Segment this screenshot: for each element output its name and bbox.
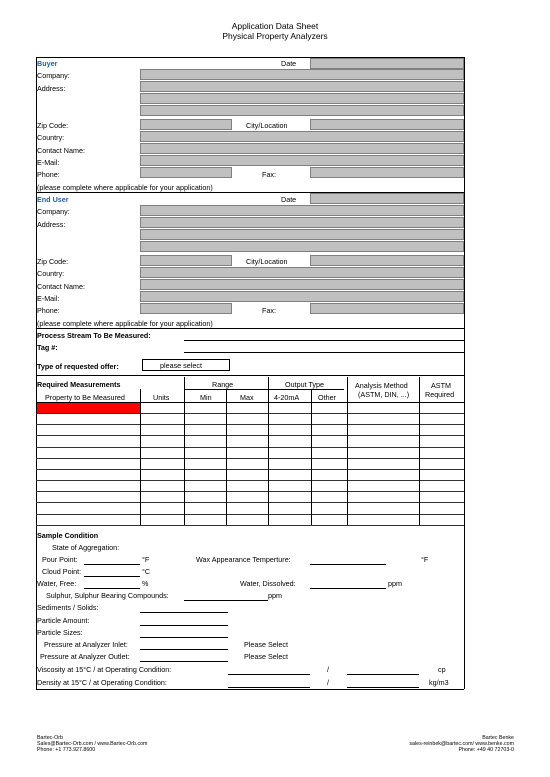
wax-appearance-field[interactable]: [310, 564, 386, 565]
enduser-fax-label: Fax:: [262, 306, 276, 315]
buyer-note: (please complete where applicable for your application): [37, 183, 213, 192]
range-header: Range: [212, 380, 234, 389]
sediments-field[interactable]: [140, 612, 228, 613]
sulphur-unit: ppm: [268, 591, 282, 600]
buyer-date-field[interactable]: [310, 58, 464, 69]
buyer-phone-field[interactable]: [140, 167, 232, 178]
buyer-section-label: Buyer: [37, 59, 58, 68]
astm-header-1: ASTM: [431, 381, 451, 390]
pressure-inlet-select[interactable]: Please Select: [244, 640, 288, 649]
table-row-line: [36, 502, 464, 503]
particle-amount-label: Particle Amount:: [37, 616, 90, 625]
enduser-city-field[interactable]: [310, 255, 464, 266]
pressure-outlet-select[interactable]: Please Select: [244, 652, 288, 661]
table-row-line: [36, 458, 464, 459]
form-bottom-border: [36, 689, 464, 690]
offer-type-label: Type of requested offer:: [37, 362, 119, 371]
enduser-section-label: End User: [37, 195, 69, 204]
enduser-company-field[interactable]: [140, 205, 464, 216]
water-dissolved-label: Water, Dissolved:: [240, 579, 296, 588]
col-divider-max: [226, 389, 227, 525]
measurements-title: Required Measurements: [37, 380, 121, 389]
col-divider-astm: [419, 377, 420, 525]
enduser-zip-label: Zip Code:: [37, 257, 69, 266]
buyer-date-label: Date: [281, 59, 297, 68]
buyer-fax-label: Fax:: [262, 170, 276, 179]
buyer-address-field-3[interactable]: [140, 105, 464, 116]
buyer-country-label: Country:: [37, 133, 65, 142]
table-row-line: [36, 435, 464, 436]
density-field-operating[interactable]: [347, 687, 419, 688]
buyer-phone-label: Phone:: [37, 170, 60, 179]
buyer-address-field-2[interactable]: [140, 93, 464, 104]
offer-type-select[interactable]: [142, 359, 230, 371]
viscosity-unit: cp: [438, 665, 446, 674]
wax-appearance-unit: °F: [421, 555, 429, 564]
page-title: Application Data Sheet: [231, 21, 319, 31]
col-divider-ma: [268, 377, 269, 525]
property-header: Property to Be Measured: [45, 393, 125, 402]
density-label: Density at 15°C / at Operating Condition:: [37, 678, 167, 687]
page-subtitle: Physical Property Analyzers: [222, 31, 328, 41]
enduser-date-label: Date: [281, 195, 297, 204]
enduser-address-label: Address:: [37, 220, 66, 229]
buyer-company-label: Company:: [37, 71, 70, 80]
pressure-outlet-label: Pressure at Analyzer Outlet:: [40, 652, 130, 661]
table-row-line: [36, 447, 464, 448]
footer-left-contact[interactable]: Sales@Bartec-Orb.com / www.Bartec-Orb.com: [37, 741, 148, 747]
offer-type-value: please select: [160, 361, 202, 370]
process-stream-label: Process Stream To Be Measured:: [37, 331, 151, 340]
water-free-unit: %: [142, 579, 149, 588]
viscosity-field-15c[interactable]: [228, 674, 310, 675]
enduser-note: (please complete where applicable for your application): [37, 319, 213, 328]
astm-header-2: Required: [425, 390, 455, 399]
enduser-phone-label: Phone:: [37, 306, 60, 315]
buyer-email-field[interactable]: [140, 155, 464, 166]
state-aggregation-label: State of Aggregation:: [52, 543, 120, 552]
density-unit: kg/m3: [429, 678, 449, 687]
analysis-method-header-1: Analysis Method: [355, 381, 408, 390]
footer-left-name: Bartec-Orb: [37, 735, 63, 741]
pressure-inlet-field[interactable]: [140, 649, 228, 650]
enduser-address-field-2[interactable]: [140, 229, 464, 240]
table-row-line: [36, 480, 464, 481]
cloud-point-field[interactable]: [84, 576, 140, 577]
pour-point-unit: °F: [142, 555, 150, 564]
table-header-bottom: [36, 402, 464, 403]
col-divider-analysis: [347, 377, 348, 525]
buyer-country-field[interactable]: [140, 131, 464, 142]
viscosity-field-operating[interactable]: [347, 674, 419, 675]
footer-right-contact[interactable]: sales-reinbek@bartec.com/ www.benke.com: [409, 741, 514, 747]
output-type-header: Output Type: [285, 380, 325, 389]
sulphur-label: Sulphur, Sulphur Bearing Compounds:: [46, 591, 169, 600]
footer-right-phone: Phone: +49 40 72703-0: [458, 747, 514, 753]
enduser-email-label: E-Mail:: [37, 294, 60, 303]
water-dissolved-field[interactable]: [310, 588, 386, 589]
buyer-contact-label: Contact Name:: [37, 146, 85, 155]
form-right-border: [464, 57, 465, 689]
enduser-contact-label: Contact Name:: [37, 282, 85, 291]
pressure-outlet-field[interactable]: [140, 661, 228, 662]
wax-appearance-label: Wax Appearance Temperture:: [196, 555, 291, 564]
col-divider-other: [311, 389, 312, 525]
enduser-date-field[interactable]: [310, 193, 464, 204]
offer-bottom-border: [36, 375, 464, 376]
buyer-contact-field[interactable]: [140, 143, 464, 154]
enduser-address-field-3[interactable]: [140, 241, 464, 252]
footer-left-phone: Phone: +1 773.927.8600: [37, 747, 96, 753]
buyer-address-label: Address:: [37, 84, 66, 93]
table-row-line: [36, 469, 464, 470]
enduser-zip-field[interactable]: [140, 255, 232, 266]
process-stream-field[interactable]: [184, 340, 464, 341]
pressure-inlet-label: Pressure at Analyzer Inlet:: [44, 640, 128, 649]
particle-sizes-label: Particle Sizes:: [37, 628, 83, 637]
particle-amount-field[interactable]: [140, 625, 228, 626]
water-free-field[interactable]: [84, 588, 140, 589]
analysis-method-header-2: (ASTM, DIN, ...): [358, 390, 410, 399]
ma-header: 4-20mA: [274, 393, 300, 402]
enduser-email-field[interactable]: [140, 291, 464, 302]
units-header: Units: [153, 393, 170, 402]
density-slash: /: [327, 678, 329, 687]
water-free-label: Water, Free:: [37, 579, 77, 588]
pour-point-label: Pour Point:: [42, 555, 78, 564]
tag-field[interactable]: [184, 352, 464, 353]
col-divider-min: [184, 377, 185, 525]
tag-label: Tag #:: [37, 343, 58, 352]
viscosity-label: Viscosity at 15°C / at Operating Condition:: [37, 665, 172, 674]
enduser-fax-field[interactable]: [310, 303, 464, 314]
enduser-city-label: City/Location: [246, 257, 288, 266]
range-output-divider: [184, 389, 344, 390]
buyer-city-field[interactable]: [310, 119, 464, 130]
enduser-country-label: Country:: [37, 269, 65, 278]
footer-right-name: Bartec Benke: [482, 735, 514, 741]
enduser-contact-field[interactable]: [140, 279, 464, 290]
table-row-line: [36, 413, 464, 414]
table-row-line: [36, 424, 464, 425]
enduser-phone-field[interactable]: [140, 303, 232, 314]
other-header: Other: [318, 393, 336, 402]
pour-point-field[interactable]: [84, 564, 140, 565]
buyer-zip-field[interactable]: [140, 119, 232, 130]
col-divider-units: [140, 389, 141, 525]
buyer-zip-label: Zip Code:: [37, 121, 69, 130]
cloud-point-unit: °C: [142, 567, 151, 576]
buyer-city-label: City/Location: [246, 121, 288, 130]
viscosity-slash: /: [327, 665, 329, 674]
water-dissolved-unit: ppm: [388, 579, 402, 588]
sediments-label: Sediments / Solids:: [37, 603, 99, 612]
cloud-point-label: Cloud Point:: [42, 567, 82, 576]
particle-sizes-field[interactable]: [140, 637, 228, 638]
sulphur-field[interactable]: [184, 600, 268, 601]
buyer-company-field[interactable]: [140, 69, 464, 80]
buyer-address-field-1[interactable]: [140, 81, 464, 92]
enduser-address-field-1[interactable]: [140, 217, 464, 228]
table-row-line: [36, 525, 464, 526]
buyer-fax-field[interactable]: [310, 167, 464, 178]
table-row-line: [36, 491, 464, 492]
max-header: Max: [240, 393, 254, 402]
enduser-bottom-border: [36, 328, 464, 329]
enduser-country-field[interactable]: [140, 267, 464, 278]
enduser-company-label: Company:: [37, 207, 70, 216]
table-row-line: [36, 514, 464, 515]
density-field-15c[interactable]: [228, 687, 310, 688]
min-header: Min: [200, 393, 212, 402]
sample-condition-title: Sample Condition: [37, 531, 99, 540]
buyer-email-label: E-Mail:: [37, 158, 60, 167]
